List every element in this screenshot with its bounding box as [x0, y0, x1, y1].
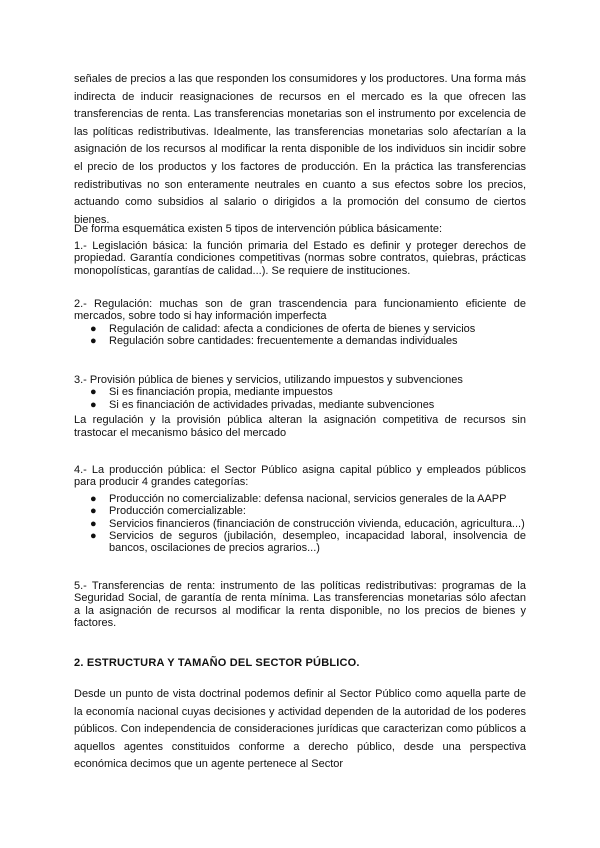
- final-paragraph: Desde un punto de vista doctrinal podemos definir al Sector Público como aquella parte de la economía nacional cuyas decisiones y actividad dependen de la autoridad de los poderes públicos. Con independencia de consideraciones jurídicas que caracterizan como públicos a aquellos agentes constituidos conforme a derecho público, desde una perspectiva económica decimos que un agente pertenece al Sector: [74, 688, 526, 771]
- item-4-text: 4.- La producción pública: el Sector Público asigna capital público y empleados públicos para producir 4 grandes categorías:: [74, 464, 526, 489]
- bullet-icon: ●: [90, 492, 97, 505]
- bullet-icon: ●: [90, 517, 97, 530]
- list-item: ● Producción no comercializable: defensa nacional, servicios generales de la AAPP: [90, 492, 507, 505]
- item-3-text: 3.- Provisión pública de bienes y servicios, utilizando impuestos y subvenciones: [74, 374, 463, 386]
- bullet-icon: ●: [90, 322, 97, 335]
- list-item: ● Servicios financieros (financiación de construcción vivienda, educación, agricultura...): [90, 517, 525, 530]
- list-item: ● Regulación de calidad: afecta a condiciones de oferta de bienes y servicios: [90, 322, 476, 335]
- bullet-icon: ●: [90, 530, 97, 543]
- types-intro: De forma esquemática existen 5 tipos de intervención pública básicamente:: [74, 223, 443, 235]
- item-3-bullet-list: [74, 386, 526, 411]
- item-3-provision: [74, 374, 526, 439]
- item-2-text: 2.- Regulación: muchas son de gran trascendencia para funcionamiento eficiente de mercados, sobre todo si hay información imperfecta: [74, 298, 526, 323]
- bullet-icon: ●: [90, 398, 97, 411]
- item-1-legislacion: 1.- Legislación básica: la función primaria del Estado es definir y proteger derechos de propiedad. Garantía condiciones competitivas (normas sobre contratos, quiebras, prácticas monopolísticas, garantías de calidad...). Se requiere de instituciones.: [74, 240, 526, 277]
- intro-paragraph: señales de precios a las que responden los consumidores y los productores. Una forma más indirecta de inducir reasignaciones de recursos en el mercado es la que ofrecen las transferencias de renta. Las transferencias monetarias son el instrumento por excelencia de las políticas redistributivas. Idealmente, las transferencias monetarias solo afectarían a la asignación de los recursos al modificar la renta disponible de los individuos sin incidir sobre el precio de los productos y los factores de producción. En la práctica las transferencias redistributivas no son enteramente neutrales en cuanto a sus efectos sobre los precios, actuando como subsidios al salario o dirigidos a la promoción del consumo de ciertos bienes.: [74, 73, 526, 226]
- bullet-icon: ●: [90, 335, 97, 348]
- section-heading: 2. ESTRUCTURA Y TAMAÑO DEL SECTOR PÚBLICO.: [74, 657, 360, 669]
- list-item: ● Si es financiación de actividades privadas, mediante subvenciones: [90, 398, 435, 411]
- bullet-icon: ●: [90, 505, 97, 518]
- list-item: ● Servicios de seguros (jubilación, desempleo, incapacidad laboral, insolvencia de bancos, oscilaciones de precios agrarios...): [90, 530, 526, 555]
- item-5-transferencias: 5.- Transferencias de renta: instrumento de las políticas redistributivas: programas de la Seguridad Social, de garantía de renta mínima. Las transferencias monetarias sólo afectan a la asignación de recursos al modificar la renta disponible, no los precios de bienes y factores.: [74, 580, 526, 630]
- bullet-icon: ●: [90, 386, 97, 399]
- list-item: ● Regulación sobre cantidades: frecuentemente a demandas individuales: [90, 335, 458, 348]
- item-4-produccion: [74, 464, 526, 555]
- list-item: ● Si es financiación propia, mediante impuestos: [90, 386, 333, 399]
- item-4-bullet-list: [74, 493, 526, 555]
- item-2-bullet-list: [74, 323, 526, 348]
- item-3-note: La regulación y la provisión pública alteran la asignación competitiva de recursos sin trastocar el mecanismo básico del mercado: [74, 414, 526, 439]
- item-2-regulacion: [74, 298, 526, 348]
- list-item: ● Producción comercializable:: [90, 505, 246, 518]
